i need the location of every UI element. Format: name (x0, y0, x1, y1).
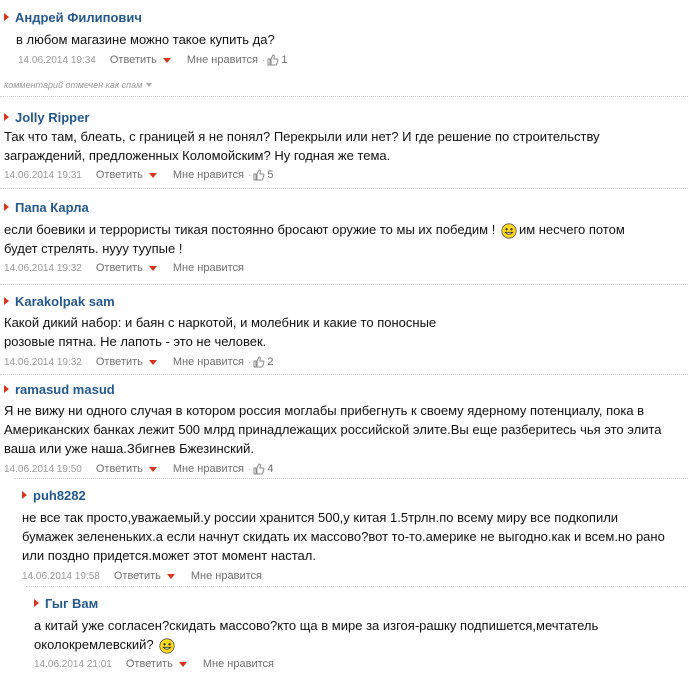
like-link[interactable]: Мне нравится (186, 54, 258, 66)
like-link[interactable]: Мне нравится (202, 658, 274, 670)
comment-text: Какой дикий набор: и баян с наркотой, и молебник и какие то поносные розовые пятна. Не лапоть - это не человек. (4, 315, 437, 349)
divider (0, 284, 688, 285)
thumbs-up-icon[interactable] (253, 356, 265, 368)
like-link[interactable]: Мне нравится (172, 169, 244, 181)
like-count: 5 (267, 169, 274, 181)
caret-down-icon[interactable] (149, 467, 157, 472)
reply-link[interactable]: Ответить (125, 658, 173, 670)
comment-text: в любом магазине можно такое купить да? (16, 32, 275, 47)
divider (14, 478, 688, 479)
comment (4, 380, 672, 476)
smiley-icon (501, 223, 517, 239)
separator: · (247, 169, 252, 181)
comment-date: 14.06.2014 21:01 (34, 658, 112, 670)
comment (4, 108, 654, 182)
like-link[interactable]: Мне нравится (172, 262, 244, 274)
smiley-icon (159, 638, 175, 654)
comment-date: 14.06.2014 19:34 (18, 54, 96, 66)
thumbs-up-icon[interactable] (267, 54, 279, 66)
comment-date: 14.06.2014 19:32 (4, 356, 82, 368)
like-count: 4 (267, 463, 274, 475)
reply-link[interactable]: Ответить (95, 356, 143, 368)
comment-author[interactable]: ramasud masud (15, 381, 115, 397)
like-link[interactable]: Мне нравится (190, 570, 262, 582)
comment-author[interactable]: Karakolpak sam (15, 293, 115, 309)
comment (4, 198, 654, 275)
caret-down-icon[interactable] (149, 266, 157, 271)
comment (4, 8, 664, 67)
comment-author[interactable]: Гыг Вам (45, 595, 99, 611)
thumbs-up-icon[interactable] (253, 463, 265, 475)
comment-text: Так что там, блеать, с границей я не понял? Перекрыли или нет? И где решение по строительству заграждений, предложенных Коломойским? Ну годная же тема. (4, 129, 600, 163)
comment-text: если боевики и террористы тикая постоянно бросают оружие то мы их победим ! им несчего потом будет стрелять. нууу туупые ! (4, 222, 625, 256)
comment-date: 14.06.2014 19:58 (22, 570, 100, 582)
caret-down-icon[interactable] (167, 574, 175, 579)
comment-date: 14.06.2014 19:32 (4, 262, 82, 274)
like-link[interactable]: Мне нравится (172, 356, 244, 368)
like-link[interactable]: Мне нравится (172, 463, 244, 475)
reply-link[interactable]: Ответить (109, 54, 157, 66)
spam-note[interactable]: комментарий отмечен как спам (4, 80, 152, 90)
comment-date: 14.06.2014 19:50 (4, 463, 82, 475)
caret-down-icon[interactable] (149, 173, 157, 178)
caret-down-icon[interactable] (149, 360, 157, 365)
arrow-icon (4, 113, 9, 121)
arrow-icon (34, 599, 39, 607)
comment-reply (34, 594, 634, 671)
separator: · (247, 356, 252, 368)
comment-date: 14.06.2014 19:31 (4, 169, 82, 181)
comment-author[interactable]: puh8282 (33, 487, 86, 503)
arrow-icon (4, 13, 9, 21)
comment-text: Я не вижу ни одного случая в котором россия моглабы прибегнуть к своему ядерному потенциалу, пока в Американских банках лежит 500 млрд принадлежащих российской элите.Вы еще разберитесь чья это элита ваша или уже наша.Збигнев Бжезинский. (4, 403, 662, 456)
arrow-icon (4, 297, 9, 305)
thumbs-up-icon[interactable] (253, 169, 265, 181)
comment (4, 292, 474, 369)
comment-author[interactable]: Папа Карла (15, 199, 89, 215)
reply-link[interactable]: Ответить (95, 262, 143, 274)
separator: · (261, 54, 266, 66)
divider (0, 374, 688, 375)
arrow-icon (22, 491, 27, 499)
comment-author[interactable]: Андрей Филипович (15, 9, 142, 25)
comment-reply (22, 486, 672, 583)
comment-text: а китай уже согласен?скидать массово?кто ща в мире за изгоя-рашку подпишется,мечтатель околокремлевский? (34, 618, 599, 652)
divider (0, 96, 688, 97)
caret-down-icon[interactable] (146, 83, 152, 87)
caret-down-icon[interactable] (179, 662, 187, 667)
comment-text: не все так просто,уважаемый.у россии хранится 500,у китая 1.5трлн.по всему миру все подкопили бумажек зелененьких.а если начнут скидать их массово?вот то-то.америке не выгодно.как и всем.но рано или поздно придется.может этот момент настал. (22, 510, 665, 563)
like-count: 1 (281, 54, 288, 66)
arrow-icon (4, 203, 9, 211)
comment-author[interactable]: Jolly Ripper (15, 109, 90, 125)
reply-link[interactable]: Ответить (95, 463, 143, 475)
divider (0, 188, 688, 189)
divider (26, 586, 688, 587)
caret-down-icon[interactable] (163, 58, 171, 63)
like-count: 2 (267, 356, 274, 368)
reply-link[interactable]: Ответить (113, 570, 161, 582)
arrow-icon (4, 385, 9, 393)
reply-link[interactable]: Ответить (95, 169, 143, 181)
separator: · (247, 463, 252, 475)
